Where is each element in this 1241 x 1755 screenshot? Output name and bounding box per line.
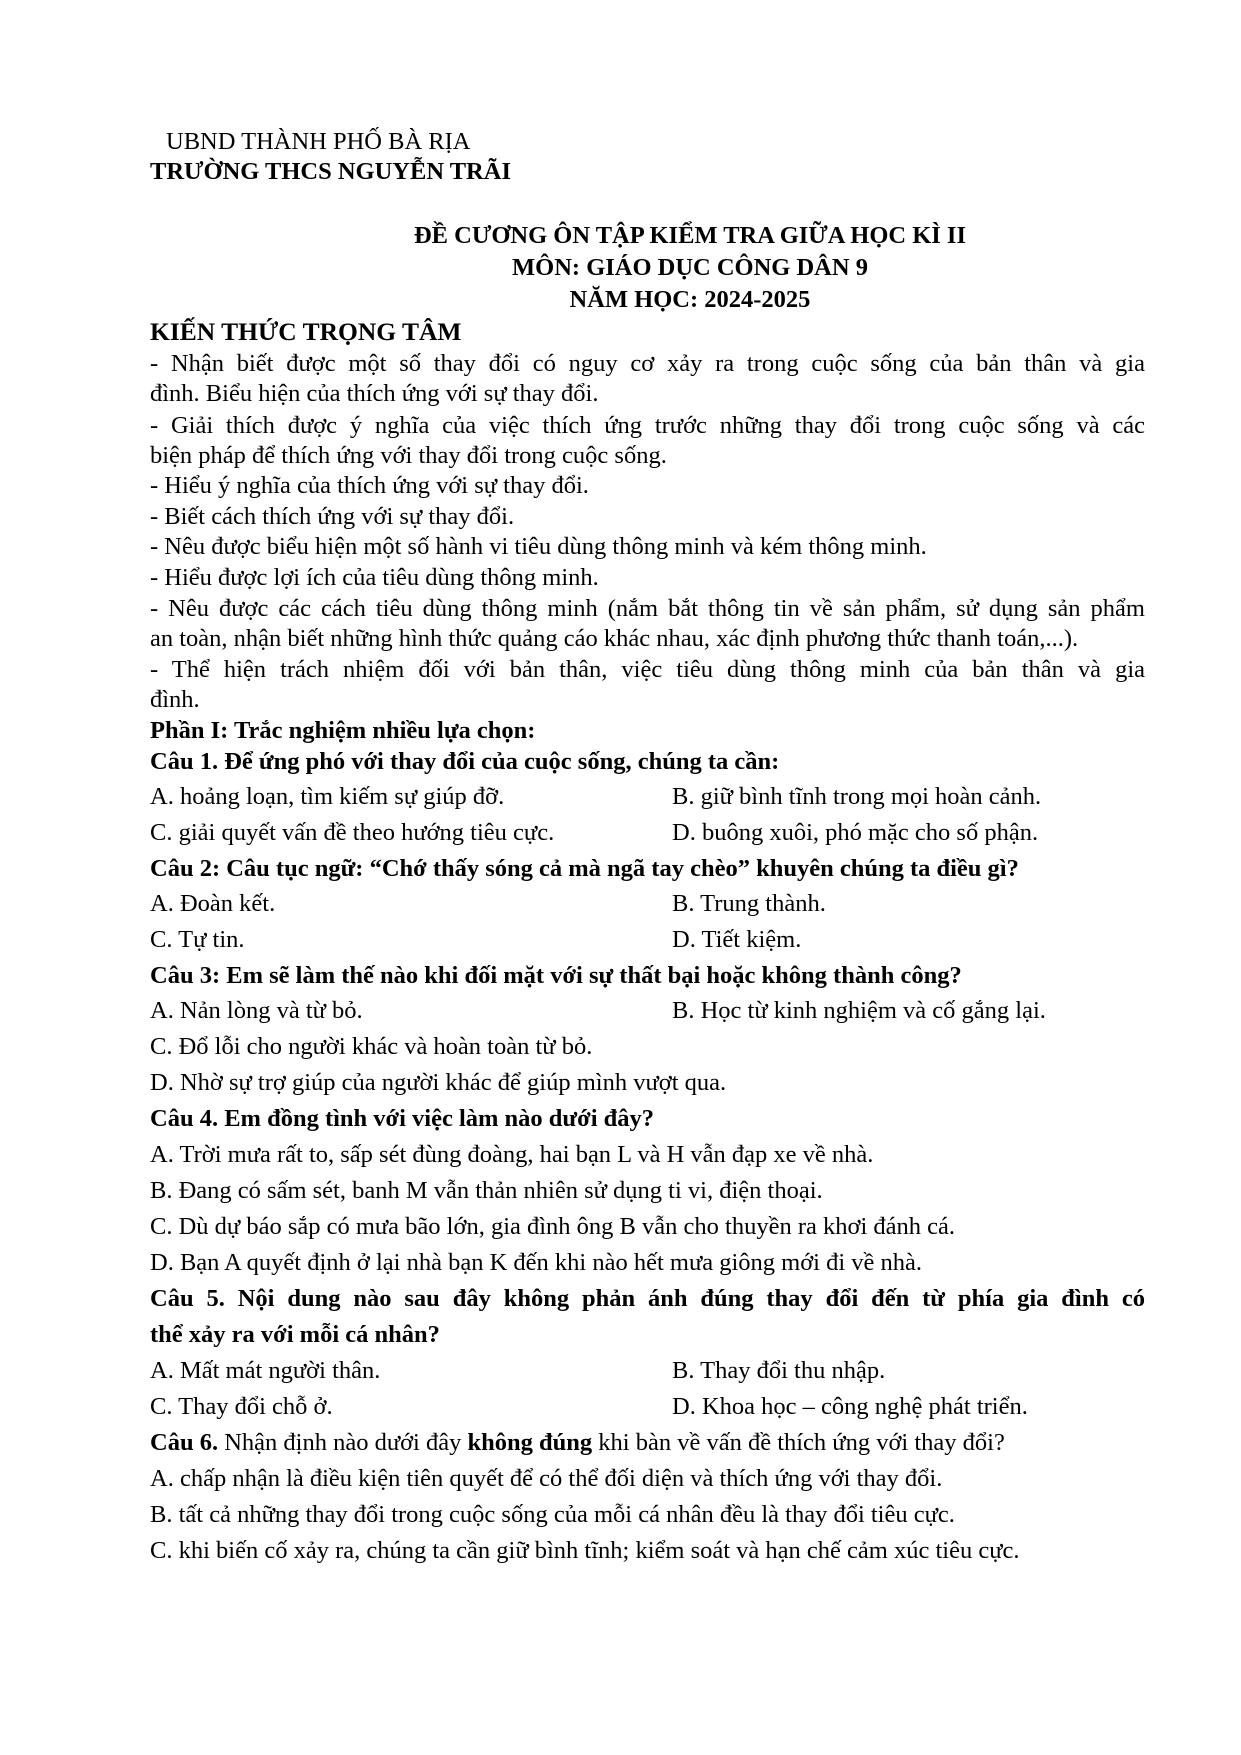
q4-option-d: D. Bạn A quyết định ở lại nhà bạn K đến khi nào hết mưa giông mới đi về nhà.: [150, 1249, 923, 1276]
question-1: Câu 1. Để ứng phó với thay đổi của cuộc sống, chúng ta cần:: [150, 748, 780, 775]
knowledge-line: an toàn, nhận biết những hình thức quảng cáo khác nhau, xác định phương thức thanh toán,...).: [150, 625, 1079, 652]
question-3: Câu 3: Em sẽ làm thế nào khi đối mặt với sự thất bại hoặc không thành công?: [150, 962, 962, 989]
q3-option-a: A. Nản lòng và từ bỏ.: [150, 997, 363, 1024]
q5-option-a: A. Mất mát người thân.: [150, 1357, 381, 1384]
knowledge-line: biện pháp để thích ứng với thay đổi trong cuộc sống.: [150, 442, 667, 469]
question-2: Câu 2: Câu tục ngữ: “Chớ thấy sóng cả mà ngã tay chèo” khuyên chúng ta điều gì?: [150, 855, 1019, 882]
knowledge-line: đình.: [150, 686, 200, 713]
question-5-continued: thể xảy ra với mỗi cá nhân?: [150, 1321, 440, 1348]
question-6-label: Câu 6.: [150, 1429, 219, 1456]
knowledge-line: - Nêu được các cách tiêu dùng thông minh (nắm bắt thông tin về sản phẩm, sử dụng sản phẩm: [150, 595, 1145, 622]
part1-heading: Phần I: Trắc nghiệm nhiều lựa chọn:: [150, 717, 536, 744]
knowledge-line: - Nhận biết được một số thay đổi có nguy cơ xảy ra trong cuộc sống của bản thân và gia: [150, 350, 1145, 377]
knowledge-line: - Nêu được biểu hiện một số hành vi tiêu dùng thông minh và kém thông minh.: [150, 533, 927, 560]
q4-option-b: B. Đang có sấm sét, banh M vẫn thản nhiên sử dụng ti vi, điện thoại.: [150, 1177, 823, 1204]
q2-option-d: D. Tiết kiệm.: [672, 926, 802, 953]
q2-option-b: B. Trung thành.: [672, 890, 826, 917]
q3-option-c: C. Đổ lỗi cho người khác và hoàn toàn từ bỏ.: [150, 1033, 593, 1060]
q1-option-c: C. giải quyết vấn đề theo hướng tiêu cực.: [150, 819, 555, 846]
q1-option-d: D. buông xuôi, phó mặc cho số phận.: [672, 819, 1039, 846]
q6-option-c: C. khi biến cố xảy ra, chúng ta cần giữ bình tĩnh; kiểm soát và hạn chế cảm xúc tiêu cực.: [150, 1537, 1020, 1564]
document-subject: MÔN: GIÁO DỤC CÔNG DÂN 9: [512, 254, 868, 281]
q6-option-b: B. tất cả những thay đổi trong cuộc sống của mỗi cá nhân đều là thay đổi tiêu cực.: [150, 1501, 955, 1528]
document-year: NĂM HỌC: 2024-2025: [569, 286, 811, 313]
knowledge-line: - Thể hiện trách nhiệm đối với bản thân, việc tiêu dùng thông minh của bản thân và gia: [150, 656, 1145, 683]
q1-option-b: B. giữ bình tĩnh trong mọi hoàn cảnh.: [672, 783, 1042, 810]
q2-option-a: A. Đoàn kết.: [150, 890, 276, 917]
q4-option-c: C. Dù dự báo sắp có mưa bão lớn, gia đình ông B vẫn cho thuyền ra khơi đánh cá.: [150, 1213, 955, 1240]
q5-option-c: C. Thay đổi chỗ ở.: [150, 1393, 333, 1420]
q3-option-d: D. Nhờ sự trợ giúp của người khác để giúp mình vượt qua.: [150, 1069, 727, 1096]
q5-option-b: B. Thay đổi thu nhập.: [672, 1357, 886, 1384]
q4-option-a: A. Trời mưa rất to, sấp sét đùng đoàng, hai bạn L và H vẫn đạp xe về nhà.: [150, 1141, 874, 1168]
q3-option-b: B. Học từ kinh nghiệm và cố gắng lại.: [672, 997, 1046, 1024]
q1-option-a: A. hoảng loạn, tìm kiếm sự giúp đỡ.: [150, 783, 505, 810]
question-4: Câu 4. Em đồng tình với việc làm nào dưới đây?: [150, 1105, 655, 1132]
question-6-text: Nhận định nào dưới đây: [218, 1429, 468, 1456]
knowledge-line: - Hiểu ý nghĩa của thích ứng với sự thay đổi.: [150, 472, 589, 499]
knowledge-line: - Hiểu được lợi ích của tiêu dùng thông minh.: [150, 564, 599, 591]
knowledge-line: - Biết cách thích ứng với sự thay đổi.: [150, 503, 515, 530]
question-6-text-end: khi bàn về vấn đề thích ứng với thay đổi?: [592, 1429, 1005, 1456]
question-5: Câu 5. Nội dung nào sau đây không phản ánh đúng thay đổi đến từ phía gia đình có: [150, 1285, 1145, 1312]
question-6: [150, 1428, 1145, 1458]
knowledge-heading: KIẾN THỨC TRỌNG TÂM: [150, 317, 462, 346]
q2-option-c: C. Tự tin.: [150, 926, 245, 953]
q5-option-d: D. Khoa học – công nghệ phát triển.: [672, 1393, 1028, 1420]
knowledge-line: - Giải thích được ý nghĩa của việc thích ứng trước những thay đổi trong cuộc sống và các: [150, 412, 1145, 439]
knowledge-line: đình. Biểu hiện của thích ứng với sự thay đổi.: [150, 380, 599, 407]
school-name: TRƯỜNG THCS NGUYỄN TRÃI: [150, 158, 511, 185]
question-6-emphasis: không đúng: [467, 1429, 593, 1456]
document-title: ĐỀ CƯƠNG ÔN TẬP KIỂM TRA GIỮA HỌC KÌ II: [413, 222, 966, 249]
org-name: UBND THÀNH PHỐ BÀ RỊA: [166, 128, 471, 155]
q6-option-a: A. chấp nhận là điều kiện tiên quyết để có thể đối diện và thích ứng với thay đổi.: [150, 1465, 943, 1492]
